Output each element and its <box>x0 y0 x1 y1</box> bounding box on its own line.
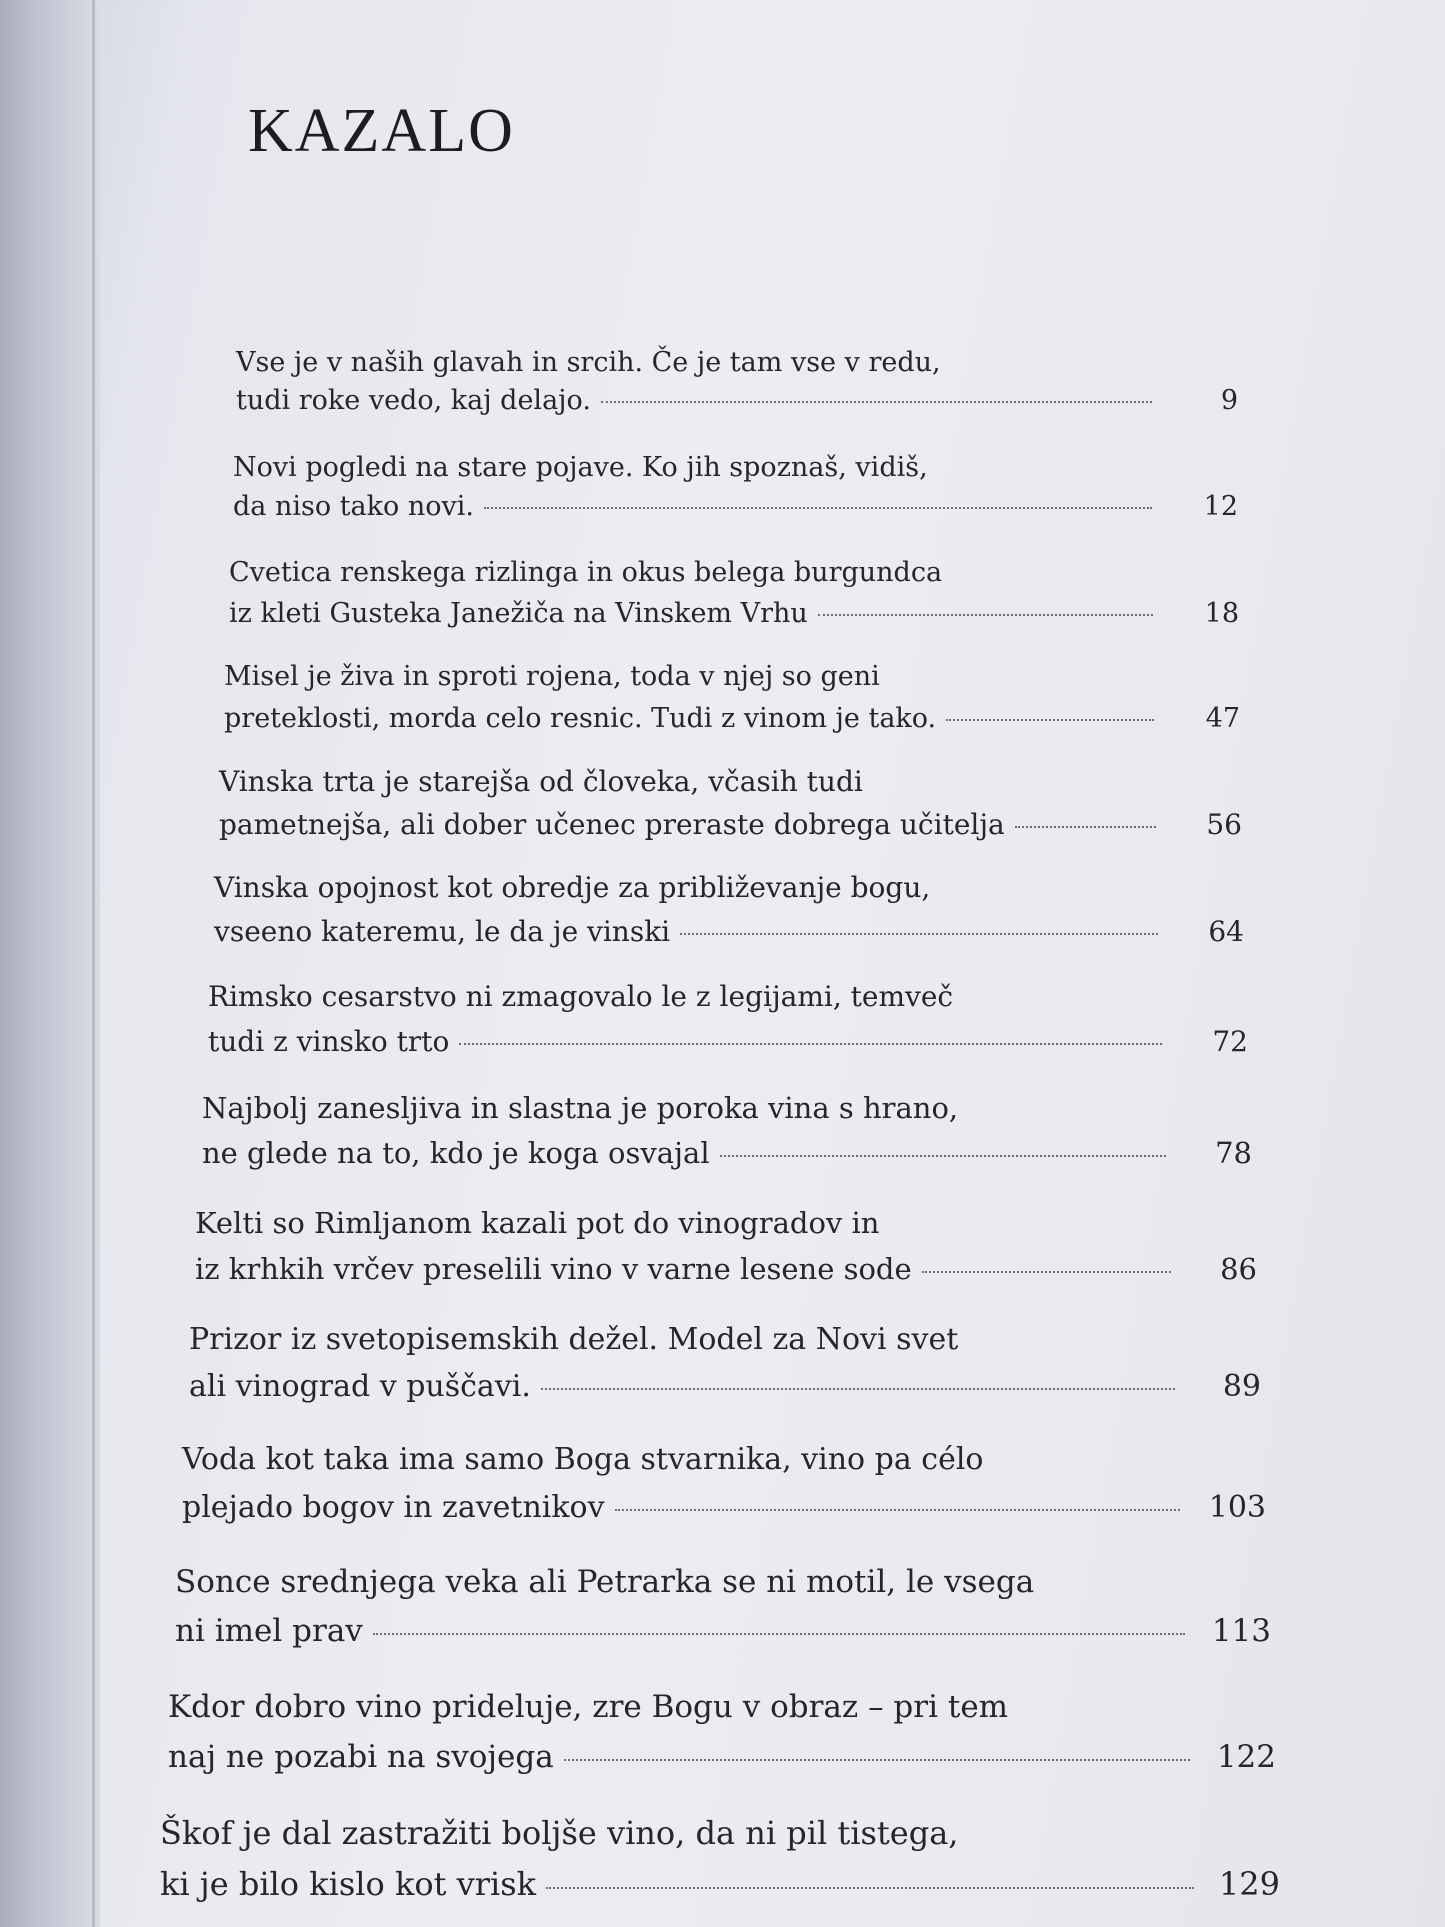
leader-dots <box>680 933 1158 935</box>
toc-entry <box>224 656 1240 740</box>
toc-entry-title-line2: iz krhkih vrčev preselili vino v varne lesene sode <box>195 1252 912 1286</box>
leader-dots <box>922 1271 1171 1273</box>
toc-entry-title-line1: Vinska trta je starejša od človeka, včasih tudi <box>219 765 863 798</box>
toc-entry-title-line2: ali vinograd v puščavi. <box>189 1369 531 1404</box>
toc-entry <box>160 1808 1280 1910</box>
leader-dots <box>564 1759 1190 1761</box>
toc-entry <box>229 552 1239 634</box>
toc-entry-title-line1: Cvetica renskega rizlinga in okus belega burgundca <box>229 557 943 588</box>
toc-entry-title-line2: preteklosti, morda celo resnic. Tudi z vinom je tako. <box>224 703 937 734</box>
page-title: KAZALO <box>248 97 515 165</box>
leader-dots <box>1015 826 1156 828</box>
toc-entry-title-line2: iz kleti Gusteka Janežiča na Vinskem Vrhu <box>229 598 808 629</box>
toc-entry-title-line2: tudi roke vedo, kaj delajo. <box>236 385 591 416</box>
toc-page-number: 103 <box>1208 1490 1266 1525</box>
toc-entry-title-line1: Rimsko cesarstvo ni zmagovalo le z legijami, temveč <box>208 980 954 1013</box>
toc-entry <box>175 1558 1271 1656</box>
toc-entry <box>195 1200 1257 1292</box>
toc-page-number: 78 <box>1215 1136 1252 1170</box>
toc-entry <box>189 1316 1261 1410</box>
toc-entry-title-line2: naj ne pozabi na svojega <box>168 1739 554 1775</box>
toc-entry <box>168 1682 1276 1782</box>
toc-entry-title-line1: Novi pogledi na stare pojave. Ko jih spoznaš, vidiš, <box>233 452 928 483</box>
toc-entry-title-line1: Sonce srednjega veka ali Petrarka se ni motil, le vsega <box>175 1564 1035 1600</box>
toc-entry-title-line2: tudi z vinsko trto <box>208 1025 450 1058</box>
leader-dots <box>946 719 1154 721</box>
leader-dots <box>541 1388 1175 1390</box>
toc-entry-title-line2: ki je bilo kislo kot vrisk <box>160 1865 537 1903</box>
toc-page-number: 72 <box>1212 1025 1248 1058</box>
leader-dots <box>459 1043 1162 1045</box>
toc-entry <box>208 974 1248 1064</box>
toc-page-number: 64 <box>1208 915 1244 948</box>
toc-page-number: 47 <box>1205 703 1240 734</box>
toc-entry-title-line2: ni imel prav <box>175 1613 363 1649</box>
toc-page-number: 129 <box>1218 1865 1280 1903</box>
toc-entry-title-line1: Prizor iz svetopisemskih dežel. Model za Novi svet <box>189 1322 959 1357</box>
toc-entry-title-line1: Najbolj zanesljiva in slastna je poroka vina s hrano, <box>202 1091 959 1125</box>
toc-page-number: 12 <box>1203 491 1238 522</box>
leader-dots <box>615 1509 1180 1511</box>
toc-page-number: 113 <box>1211 1613 1271 1649</box>
toc-entry-title-line1: Vinska opojnost kot obredje za približevanje bogu, <box>214 871 931 904</box>
leader-dots <box>546 1887 1194 1889</box>
leader-dots <box>601 401 1152 403</box>
toc-page-number: 122 <box>1216 1739 1276 1775</box>
toc-page-number: 56 <box>1206 808 1242 841</box>
toc-page-number: 9 <box>1220 385 1238 416</box>
leader-dots <box>818 614 1153 616</box>
leader-dots <box>720 1155 1166 1157</box>
toc-entry-title-line1: Kdor dobro vino prideluje, zre Bogu v obraz – pri tem <box>168 1689 1009 1725</box>
toc-entry <box>233 448 1238 526</box>
leader-dots <box>373 1633 1185 1635</box>
toc-entry-title-line2: plejado bogov in zavetnikov <box>182 1490 605 1525</box>
toc-entry-title-line1: Škof je dal zastražiti boljše vino, da ni pil tistega, <box>160 1814 959 1852</box>
toc-entry-title-line2: vseeno kateremu, le da je vinski <box>214 915 671 948</box>
toc-page-number: 18 <box>1204 598 1239 629</box>
toc-entry <box>236 344 1238 420</box>
toc-entry <box>182 1436 1266 1532</box>
toc-page-number: 89 <box>1222 1369 1261 1404</box>
toc-entry <box>214 866 1244 954</box>
toc-entry-title-line2: pametnejša, ali dober učenec preraste dobrega učitelja <box>219 808 1005 841</box>
toc-entry-title-line1: Voda kot taka ima samo Boga stvarnika, vino pa célo <box>182 1442 984 1477</box>
toc-entry <box>219 760 1242 846</box>
toc-page-number: 86 <box>1220 1252 1257 1286</box>
toc-entry-title-line2: da niso tako novi. <box>233 491 474 522</box>
leader-dots <box>484 507 1152 509</box>
toc-entry-title-line1: Vse je v naših glavah in srcih. Če je tam vse v redu, <box>236 347 941 378</box>
toc-entry-title-line1: Misel je živa in sproti rojena, toda v njej so geni <box>224 661 880 692</box>
toc-entry-title-line2: ne glede na to, kdo je koga osvajal <box>202 1136 710 1170</box>
toc-entry <box>202 1086 1252 1176</box>
toc-entry-title-line1: Kelti so Rimljanom kazali pot do vinogradov in <box>195 1206 880 1240</box>
